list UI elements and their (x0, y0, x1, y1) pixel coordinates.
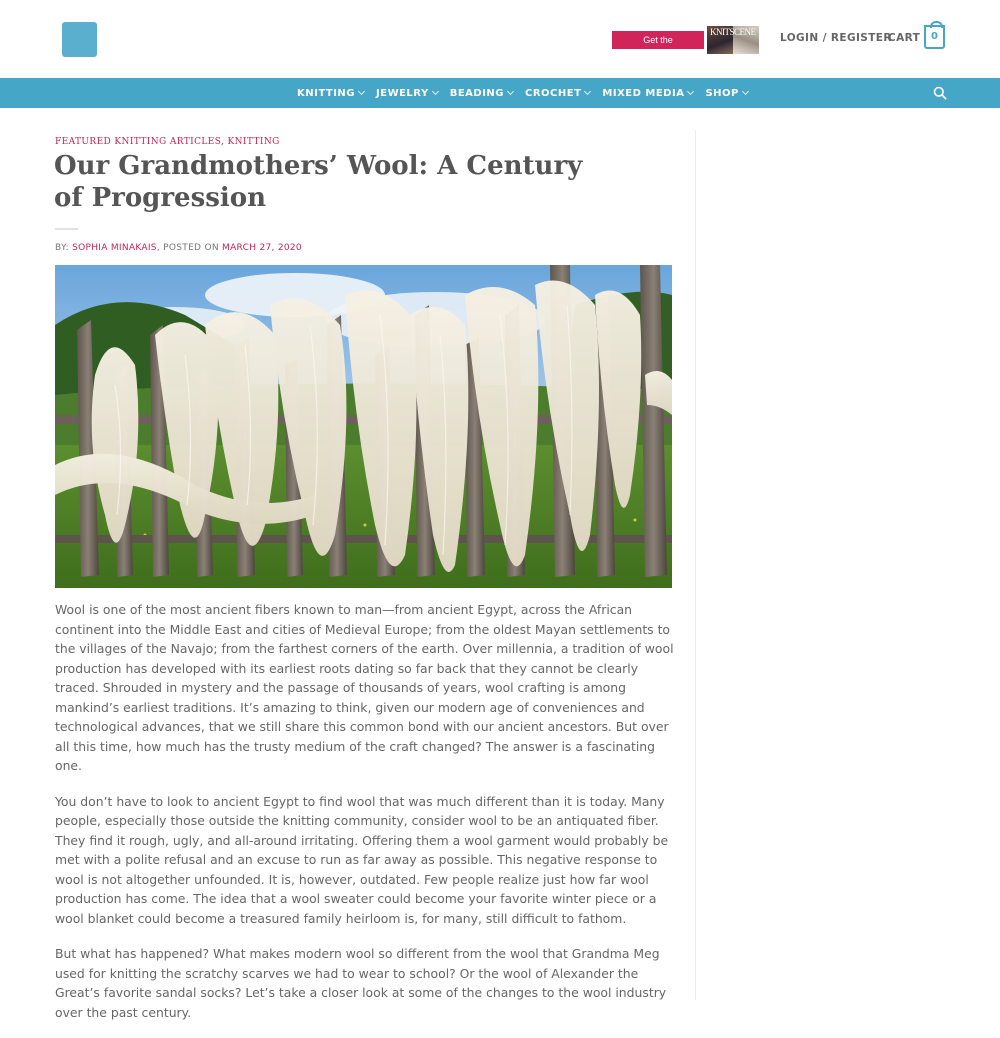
nav-item-jewelry[interactable] (376, 88, 438, 99)
magazine-cover-image[interactable] (707, 26, 759, 54)
article-body (55, 600, 675, 1038)
chevron-down-icon (687, 88, 694, 95)
article-categories (55, 137, 280, 147)
article-title: Our Grandmothers’ Wool: A Century of Progression (54, 151, 583, 213)
magazine-cover-title: KNITSCENE (710, 27, 756, 37)
login-register-link[interactable]: LOGIN / REGISTER (780, 32, 892, 44)
nav-item-label: JEWELRY (376, 87, 429, 99)
chevron-down-icon (742, 88, 749, 95)
main-nav (0, 78, 1000, 108)
chevron-down-icon (358, 88, 365, 95)
sidebar-divider (695, 130, 696, 1000)
nav-item-shop[interactable] (705, 88, 747, 99)
magazines-promo[interactable] (612, 26, 759, 63)
category-link-knitting[interactable]: KNITTING (227, 137, 280, 147)
cart-link[interactable]: CART (888, 32, 921, 44)
category-separator: , (221, 137, 228, 147)
nav-item-beading[interactable] (450, 88, 513, 99)
article-paragraph: Wool is one of the most ancient fibers known to man—from ancient Egypt, across the African continent into the Middle East and cities of Medieval Europe; from the oldest Mayan settlements to the villages of the Navajo; from the farthest corners of the earth. Over millennia, a tradition of wool production has developed with its earliest roots dating so far back that they cannot be clearly traced. Shrouded in mystery and the passage of thousands of years, wool crafting is among mankind’s earliest traditions. It’s amazing to think, given our modern age of conveniences and technological advances, that we still share this common bond with our ancient ancestors. But over all this time, how much has the trusty medium of the craft changed? The answer is a fascinating one. (55, 602, 674, 773)
nav-item-knitting[interactable] (297, 88, 364, 99)
nav-item-label: BEADING (449, 87, 504, 99)
search-icon[interactable] (933, 86, 947, 100)
chevron-down-icon (584, 88, 591, 95)
article-byline (55, 243, 302, 253)
chevron-down-icon (507, 88, 514, 95)
posted-prefix: , POSTED ON (156, 243, 223, 253)
chevron-down-icon (432, 88, 439, 95)
article-paragraph: You don’t have to look to ancient Egypt to find wool that was much different than it is today. Many people, especially those outside the knitting community, consider wool to be an antiquated fiber. They find it rough, ugly, and all-around irritating. Offering them a wool garment would probably be met with a polite refusal and an excuse to run as far away as possible. This negative response to wool is not altogether unfounded. It is, however, outdated. Few people realize just how far wool production has come. The idea that a wool sweater could become your favorite winter piece or a wool blanket could become a treasured family heirloom is, for many, still difficult to fathom. (55, 793, 669, 926)
nav-item-label: MIXED MEDIA (602, 87, 685, 99)
title-divider (55, 228, 78, 230)
byline-prefix: BY: (55, 243, 73, 253)
cart-count-badge[interactable]: 0 (924, 25, 945, 49)
article-paragraph: But what has happened? What makes modern wool so different from the wool that Grandma Meg used for knitting the scratchy scarves we had to wear to school? Or the wool of Alexander the Great’s favorite sandal socks? Let’s take a closer look at some of the changes to the wool industry over the past century. (55, 946, 667, 1020)
author-link[interactable]: SOPHIA MINAKAIS (72, 243, 157, 253)
site-header (0, 0, 1000, 78)
nav-item-label: SHOP (705, 87, 739, 99)
nav-item-label: KNITTING (297, 87, 356, 99)
article-hero-image (55, 265, 672, 588)
nav-item-crochet[interactable] (525, 88, 590, 99)
category-link-featured-knitting-articles[interactable]: FEATURED KNITTING ARTICLES (55, 137, 221, 147)
nav-item-label: CROCHET (525, 87, 582, 99)
nav-item-mixed-media[interactable] (602, 88, 693, 99)
get-magazines-button[interactable]: Get the Magazines (612, 31, 704, 49)
site-logo[interactable] (62, 22, 97, 57)
post-date-link[interactable]: MARCH 27, 2020 (222, 243, 302, 253)
